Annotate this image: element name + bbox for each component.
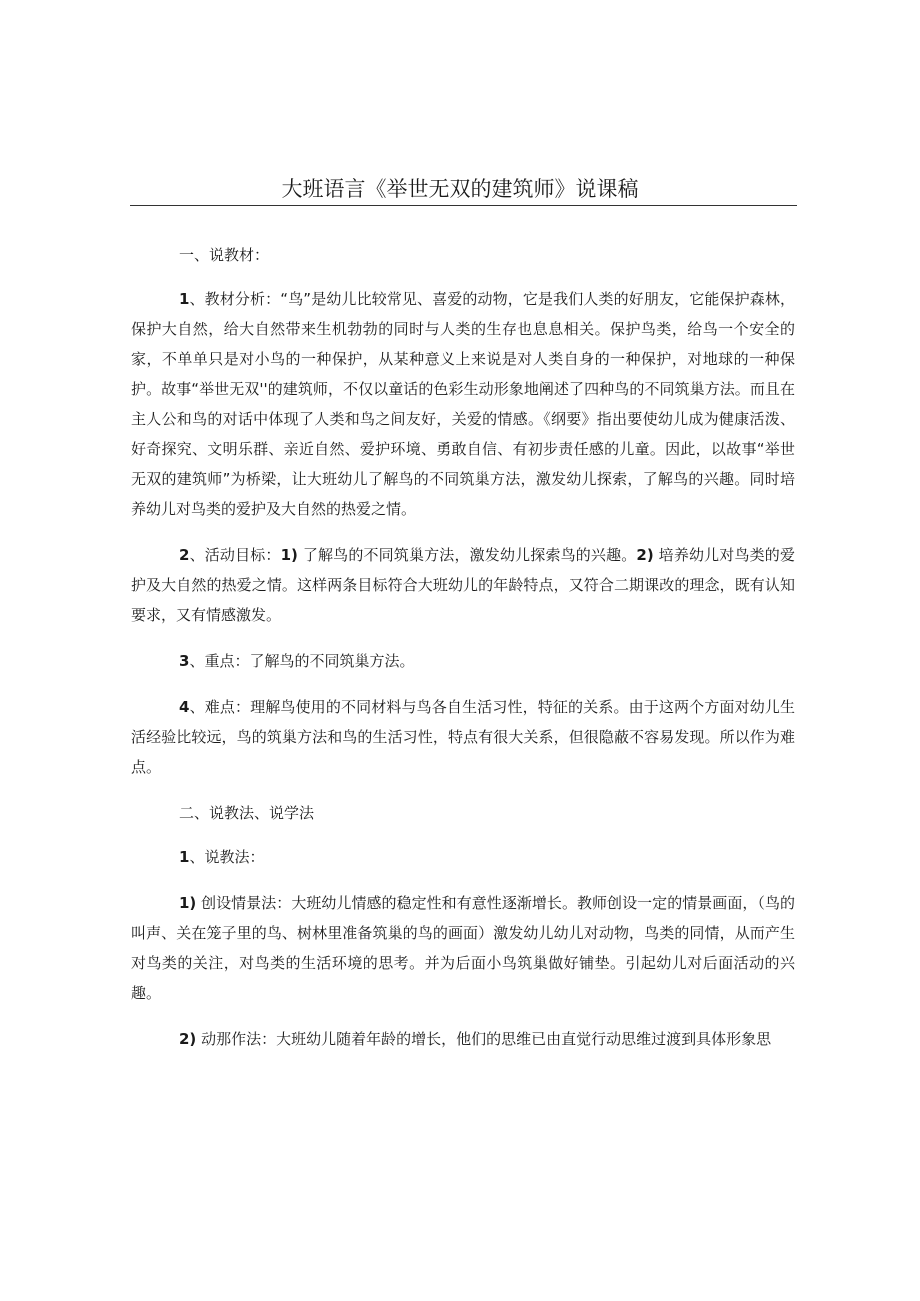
goal-number-1: 1) [280,546,298,564]
document-title: 大班语言《举世无双的建筑师》说课稿 [281,177,639,201]
paragraph-material-analysis [131,284,795,524]
item-number: 2) [179,1030,197,1048]
paragraph-teaching-method [131,842,795,872]
item-number: 1 [179,848,190,866]
paragraph-text: 、说教法： [189,848,265,866]
item-number: 2 [179,546,190,564]
paragraph-activity-goals [131,540,795,630]
paragraph-text: 动那作法：大班幼儿随着年龄的增长，他们的思维已由直觉行动思维过渡到具体形象思 [201,1030,772,1048]
item-number: 1) [179,894,197,912]
section-heading-1: 一、说教材： [179,246,270,264]
paragraph-difficulty [131,692,795,782]
goal-text-2: 培养幼儿对鸟类的爱护及大自然的热爱之情。这样两条目标符合大班幼儿的年龄特点，又符合二期课改的理念，既有认知要求，又有情感激发。 [131,546,795,624]
paragraph-text: 、活动目标： [189,546,281,564]
item-number: 3 [179,652,190,670]
goal-number-2: 2) [636,546,654,564]
item-number: 4 [179,698,190,716]
paragraph-text: 、重点：了解鸟的不同筑巢方法。 [189,652,415,670]
item-number: 1 [179,290,190,308]
goal-text-1: 了解鸟的不同筑巢方法，激发幼儿探索鸟的兴趣。 [302,546,637,564]
section-heading-2: 二、说教法、说学法 [179,804,315,822]
paragraph-key-point [131,646,795,676]
paragraph-text: 、难点：理解鸟使用的不同材料与鸟各自生活习性，特征的关系。由于这两个方面对幼儿生活经验比较远，鸟的筑巢方法和鸟的生活习性，特点有很大关系，但很隐蔽不容易发现。所以作为难点。 [131,698,795,776]
paragraph-text: 、教材分析：“鸟”是幼儿比较常见、喜爱的动物，它是我们人类的好朋友，它能保护森林，保护大自然，给大自然带来生机勃勃的同时与人类的生存也息息相关。保护鸟类，给鸟一个安全的家，不单单只是对小鸟的一种保护，从某种意义上来说是对人类自身的一种保护，对地球的一种保护。故事“举世无双''的建筑师，不仅以童话的色彩生动形象地阐述了四种鸟的不同筑巢方法。而且在主人公和鸟的对话中体现了人类和鸟之间友好，关爱的情感。《纲要》指出要使幼儿成为健康活泼、好奇探究、文明乐群、亲近自然、爱护环境、勇敢自信、有初步责任感的儿童。因此，以故事“举世无双的建筑师”为桥梁，让大班幼儿了解鸟的不同筑巢方法，激发幼儿探索，了解鸟的兴趣。同时培养幼儿对鸟类的爱护及大自然的热爱之情。 [131,290,795,518]
paragraph-action-method [131,1024,795,1054]
document-body [131,240,795,1070]
paragraph-scenario-method [131,888,795,1008]
title-underline [130,205,797,206]
paragraph-text: 创设情景法：大班幼儿情感的稳定性和有意性逐渐增长。教师创设一定的情景画面，（鸟的叫声、关在笼子里的鸟、树林里准备筑巢的鸟的画面）激发幼儿幼儿对动物，鸟类的同情，从而产生对鸟类的关注，对鸟类的生活环境的思考。并为后面小鸟筑巢做好铺垫。引起幼儿对后面活动的兴趣。 [131,894,795,1002]
